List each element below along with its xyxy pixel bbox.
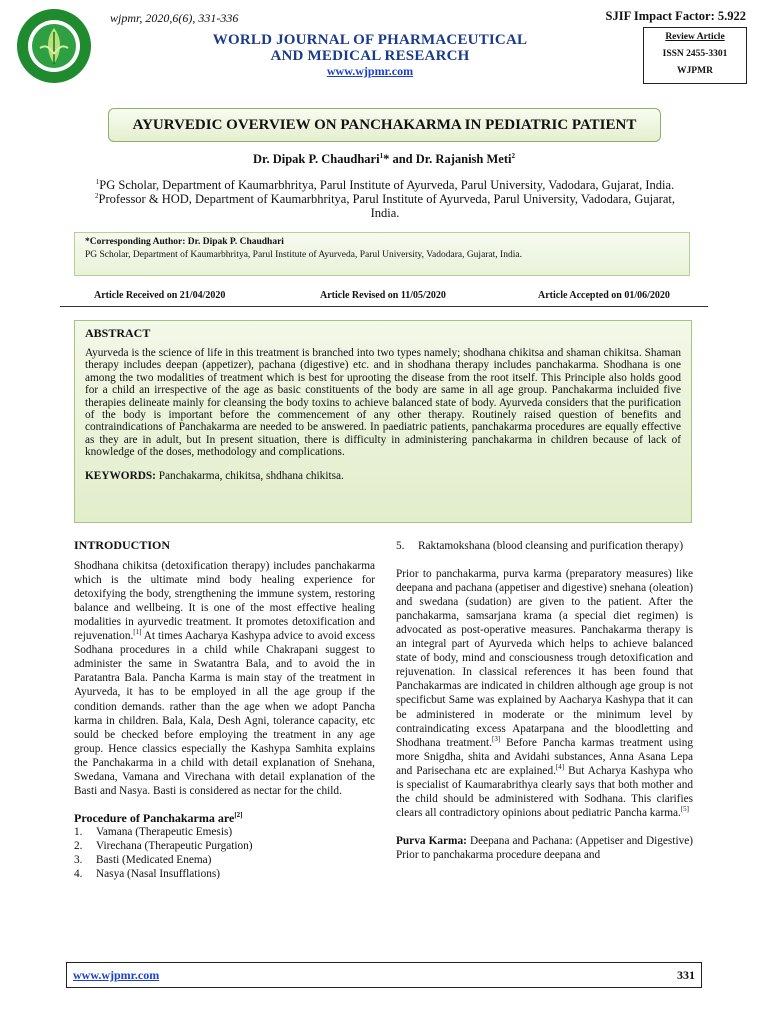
left-column xyxy=(74,538,375,881)
author-1: Dr. Dipak P. Chaudhari xyxy=(253,152,380,166)
list-item: 2. Virechana (Therapeutic Purgation) xyxy=(74,839,253,852)
journal-url-link[interactable]: www.wjpmr.com xyxy=(326,64,414,78)
authors: Dr. Dipak P. Chaudhari$^1$* and Dr. Rajanish Meti$^2$ xyxy=(253,151,515,166)
abstract-heading: ABSTRACT xyxy=(85,326,151,340)
journal-logo xyxy=(16,8,92,84)
journal-title-line2: AND MEDICAL RESEARCH xyxy=(270,48,470,64)
list-item: 5. Raktamokshana (blood cleansing and purification therapy) xyxy=(396,540,684,552)
list-item: 4. Nasya (Nasal Insufflations) xyxy=(74,868,221,881)
purva-paragraph: Prior to panchakarma, purva karma (preparatory measures) like deepana and pachana (appetiser and digestive) snehana (oleation) and swedana (sudation) are given to the patient. After the panchakarma, samsarjana krama (a special diet regimen) is advocated as post-operative measures. Panchakarma therapy is an integral part of Ayurveda which helps to achieve balanced state of body, mind and consciousness trough detoxification and rejuvenation. In classical references it has been found that Panchakarmas are indicated in children although age group is not specificbut Same was explained by Aacharya Kashypa that it can be administered in moderate or the minimum level by contraindicating excess Apatarpana and the bloodletting and Shodhana treatment.[3] Before Pancha karmas treatment using more Snigdha, shita and Avidahi substances, Anna Asana Lepa and Parisechana etc are explained.[4] But Acharya Kashypa who is specialist of Kaumarabrithya clearly says that both mother and the child should be administered with Sodhana. This clarifies clears all contradictory opinions about pediatric Pancha karma.[5] xyxy=(396,568,693,819)
page-number: 331 xyxy=(677,967,695,982)
impact-factor: SJIF Impact Factor: 5.922 xyxy=(605,9,746,23)
date-revised: Article Revised on 11/05/2020 xyxy=(320,290,446,301)
corresponding-heading: *Corresponding Author: Dr. Dipak P. Chaudhari xyxy=(85,237,284,247)
review-label: Review Article xyxy=(665,32,725,42)
procedure-heading: Procedure of Panchakarma are[2] xyxy=(74,810,243,825)
footer xyxy=(66,962,702,988)
purva-karma-paragraph: Purva Karma: Deepana and Pachana: (Appetiser and Digestive) Prior to panchakarma procedure deepana and xyxy=(396,834,694,861)
journal-abbrev: WJPMR xyxy=(677,65,713,76)
footer-url-link[interactable]: www.wjpmr.com xyxy=(73,967,160,982)
journal-title-line1: WORLD JOURNAL OF PHARMACEUTICAL xyxy=(212,32,528,48)
date-received: Article Received on 21/04/2020 xyxy=(94,290,226,301)
list-item: 1. Vamana (Therapeutic Emesis) xyxy=(74,825,233,838)
abstract-box xyxy=(74,320,692,523)
abstract-text: Ayurveda is the science of life in this treatment is branched into two types namely; shodhana chikitsa and shaman chikitsa. Shaman therapy includes deepan (appetizer), pachana (digestive) etc. and in shodhana therapy includes panchakarma. Shodhana is one among the two modalities of treatment which is best for uprooting the disease from the root itself. This Principle also holds good for a child an irrespective of the age as basic constituents of the body are same in all age group. Panchakarma incluided five therapies delineate mainly for cleansing the body toxins to achieve balanced state of body. Ayurveda considers that the purification of the body is important before the commencement of any other therapy. Routinely raised question of benefits and contraindications of Panchakarma are needed to be answered. In paediatric patients, panchakarma procedures are equally effective as they are in adult, but In present situation, there is difficulty in administering panchakarma in children because of lack of knowledge of the doses, methodology and complications. xyxy=(85,347,681,459)
divider xyxy=(60,306,708,307)
intro-heading: INTRODUCTION xyxy=(74,538,171,552)
corresponding-text: PG Scholar, Department of Kaumarbhritya, Parul Institute of Ayurveda, Parul University, Vadodara, Gujarat, India. xyxy=(85,250,522,260)
right-column xyxy=(396,539,693,862)
review-box xyxy=(643,27,747,84)
article-title: AYURVEDIC OVERVIEW ON PANCHAKARMA IN PEDIATRIC PATIENT xyxy=(108,108,661,142)
date-accepted: Article Accepted on 01/06/2020 xyxy=(538,290,670,301)
list-item: 3. Basti (Medicated Enema) xyxy=(74,853,212,866)
affiliation-2-cont: India. xyxy=(370,206,400,220)
affiliation-1: $^1$PG Scholar, Department of Kaumarbhritya, Parul Institute of Ayurveda, Parul University, Vadodara, Gujarat, India. xyxy=(95,177,675,192)
affiliation-2: $^2$Professor & HOD, Department of Kaumarbhritya, Parul Institute of Ayurveda, Parul University, Vadodara, Gujarat, xyxy=(95,191,675,206)
citation: wjpmr, 2020,6(6), 331-336 xyxy=(110,11,239,25)
keywords: KEYWORDS: Panchakarma, chikitsa, shdhana chikitsa. xyxy=(85,469,344,482)
author-2: * and Dr. Rajanish Meti xyxy=(383,152,512,166)
issn: ISSN 2455-3301 xyxy=(662,48,728,59)
corresponding-author-box xyxy=(74,232,690,276)
intro-paragraph: Shodhana chikitsa (detoxification therapy) includes panchakarma which is the ultimate mind body healing experience for detoxifying the body, strengthening the immune system, restoring balance and wellbeing. It is one of the most effective healing modalities in ayurvedic treatment. It promotes detoxification and rejuvenation.[1] At times Aacharya Kashypa advice to avoid excess Sodhana procedures in a child while Chakrapani suggest to administer the same in Swatantra Bala, and to avoid the in Paratantra Bala. Pancha Karma is main stay of the treatment in Ayurveda, it has to be employed in all the age group if the condition demands. rather than the age when we adopt Pancha karma in children. Bala, Kala, Desh Agni, tolerance capacity, etc sould be checked before employing the treatment in any age group. Hence classics especially the Kashypa Samhita explains the Panchakarma in a child with detail explanation of Snehana, Swedana, Vamana and Virechana with detail explanation of the Basti and Nasya. Basti is considered as nectar for the child. xyxy=(74,560,375,797)
